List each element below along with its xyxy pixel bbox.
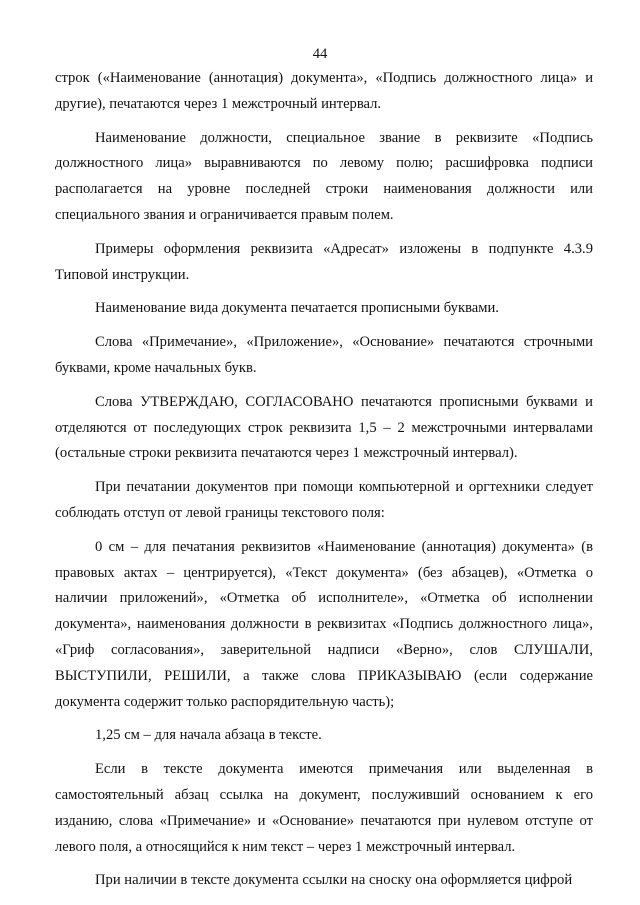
paragraph: Если в тексте документа имеются примечания или выделенная в самостоятельный абзац ссылка на документ, послуживший основанием к его изданию, слова «Примечание» и «Основание» печатаются при нулевом отступе от левого поля, а относящийся к ним текст – через 1 межстрочный интервал. <box>55 761 593 855</box>
paragraph: Наименование должности, специальное звание в реквизите «Подпись должностного лица» выравниваются по левому полю; расшифровка подписи располагается на уровне последней строки наименования должности или специального звания и ограничивается правым полем. <box>55 129 593 223</box>
paragraph: При наличии в тексте документа ссылки на сноску она оформляется цифрой <box>95 872 573 889</box>
paragraph: При печатании документов при помощи компьютерной и оргтехники следует соблюдать отступ от левой границы текстового поля: <box>55 479 593 521</box>
paragraph: строк («Наименование (аннотация) документа», «Подпись должностного лица» и другие), печатаются через 1 межстрочный интервал. <box>55 70 593 112</box>
paragraph: Слова УТВЕРЖДАЮ, СОГЛАСОВАНО печатаются прописными буквами и отделяются от последующих строк реквизита 1,5 – 2 межстрочными интервалами (остальные строки реквизита печатаются через 1 межстрочный интервал). <box>55 393 593 462</box>
paragraph: Наименование вида документа печатается прописными буквами. <box>95 300 499 317</box>
paragraph: 1,25 см – для начала абзаца в тексте. <box>95 727 322 744</box>
document-body <box>55 66 593 894</box>
paragraph: Примеры оформления реквизита «Адресат» изложены в подпункте 4.3.9 Типовой инструкции. <box>55 240 593 283</box>
paragraph: 0 см – для печатания реквизитов «Наименование (аннотация) документа» (в правовых актах – центрируется), «Текст документа» (без абзацев), «Отметка о наличии приложений», «Отметка об исполнителе», «Отметка об исполнении документа», наименования должности в реквизитах «Подпись должностного лица», «Гриф согласования», заверительной надписи «Верно», слов СЛУШАЛИ, ВЫСТУПИЛИ, РЕШИЛИ, а также слова ПРИКАЗЫВАЮ (если содержание документа содержит только распорядительную часть); <box>55 538 593 710</box>
page-number: 44 <box>312 46 328 62</box>
paragraph: Слова «Примечание», «Приложение», «Основание» печатаются строчными буквами, кроме начальных букв. <box>55 334 593 376</box>
